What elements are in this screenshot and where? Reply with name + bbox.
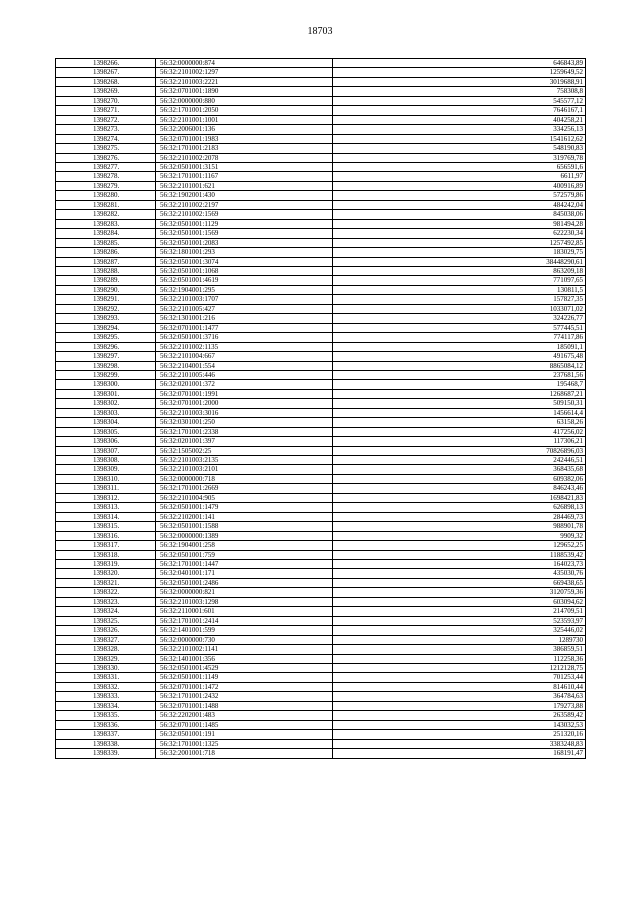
value-cell: 622230,34 (333, 229, 586, 238)
value-cell: 609382,06 (333, 474, 586, 483)
table-row (56, 370, 586, 379)
cadastral-number-cell: 56:32:0201001:372 (156, 380, 333, 389)
row-number-cell: 1398339. (56, 749, 156, 758)
value-cell: 701253,44 (333, 673, 586, 682)
table-row (56, 749, 586, 758)
row-number-cell: 1398327. (56, 635, 156, 644)
cadastral-number-cell: 56:32:0000000:1389 (156, 531, 333, 540)
row-number-cell: 1398293. (56, 314, 156, 323)
cadastral-number-cell: 56:32:1505002:25 (156, 446, 333, 455)
cadastral-number-cell: 56:32:2101001:1001 (156, 115, 333, 124)
row-number-cell: 1398304. (56, 418, 156, 427)
row-number-cell: 1398296. (56, 342, 156, 351)
cadastral-number-cell: 56:32:1801001:293 (156, 248, 333, 257)
table-row (56, 673, 586, 682)
row-number-cell: 1398309. (56, 465, 156, 474)
cadastral-number-cell: 56:32:0501001:4529 (156, 664, 333, 673)
row-number-cell: 1398268. (56, 77, 156, 86)
value-cell: 70826896,03 (333, 446, 586, 455)
cadastral-number-cell: 56:32:1701001:2050 (156, 106, 333, 115)
row-number-cell: 1398275. (56, 144, 156, 153)
row-number-cell: 1398322. (56, 588, 156, 597)
row-number-cell: 1398280. (56, 191, 156, 200)
value-cell: 325446,02 (333, 626, 586, 635)
value-cell: 603094,62 (333, 597, 586, 606)
row-number-cell: 1398328. (56, 645, 156, 654)
row-number-cell: 1398334. (56, 701, 156, 710)
cadastral-number-cell: 56:32:1701001:2183 (156, 144, 333, 153)
table-row (56, 125, 586, 134)
table-row (56, 512, 586, 521)
value-cell: 9909,32 (333, 531, 586, 540)
cadastral-number-cell: 56:32:2101002:1297 (156, 68, 333, 77)
row-number-cell: 1398301. (56, 389, 156, 398)
row-number-cell: 1398331. (56, 673, 156, 682)
cadastral-number-cell: 56:32:2001001:718 (156, 749, 333, 758)
row-number-cell: 1398318. (56, 550, 156, 559)
cadastral-number-cell: 56:32:0501001:3074 (156, 257, 333, 266)
cadastral-number-cell: 56:32:0301001:250 (156, 418, 333, 427)
row-number-cell: 1398292. (56, 304, 156, 313)
table-row (56, 314, 586, 323)
value-cell: 1033071,02 (333, 304, 586, 313)
value-cell: 523593,97 (333, 616, 586, 625)
cadastral-number-cell: 56:32:0701001:1472 (156, 682, 333, 691)
table-row (56, 654, 586, 663)
row-number-cell: 1398306. (56, 437, 156, 446)
value-cell: 577445,51 (333, 323, 586, 332)
table-row (56, 266, 586, 275)
table-row (56, 550, 586, 559)
registry-table (55, 58, 586, 759)
value-cell: 6611,97 (333, 172, 586, 181)
row-number-cell: 1398266. (56, 59, 156, 68)
value-cell: 1188539,42 (333, 550, 586, 559)
table-row (56, 560, 586, 569)
value-cell: 179273,88 (333, 701, 586, 710)
table-row (56, 701, 586, 710)
row-number-cell: 1398278. (56, 172, 156, 181)
value-cell: 758308,8 (333, 87, 586, 96)
table-row (56, 720, 586, 729)
value-cell: 1257492,85 (333, 238, 586, 247)
table-row (56, 484, 586, 493)
value-cell: 491675,48 (333, 352, 586, 361)
cadastral-number-cell: 56:32:2101004:667 (156, 352, 333, 361)
cadastral-number-cell: 56:32:2101005:427 (156, 304, 333, 313)
table-row (56, 276, 586, 285)
row-number-cell: 1398272. (56, 115, 156, 124)
row-number-cell: 1398276. (56, 153, 156, 162)
table-row (56, 134, 586, 143)
cadastral-number-cell: 56:32:1701001:2432 (156, 692, 333, 701)
cadastral-number-cell: 56:32:0501001:191 (156, 730, 333, 739)
row-number-cell: 1398336. (56, 720, 156, 729)
table-row (56, 626, 586, 635)
row-number-cell: 1398325. (56, 616, 156, 625)
table-row (56, 77, 586, 86)
table-row (56, 210, 586, 219)
cadastral-number-cell: 56:32:0501001:3716 (156, 333, 333, 342)
row-number-cell: 1398297. (56, 352, 156, 361)
value-cell: 242446,51 (333, 456, 586, 465)
row-number-cell: 1398329. (56, 654, 156, 663)
table-row (56, 172, 586, 181)
table-row (56, 304, 586, 313)
cadastral-number-cell: 56:32:0000000:874 (156, 59, 333, 68)
value-cell: 334256,13 (333, 125, 586, 134)
table-row (56, 200, 586, 209)
cadastral-number-cell: 56:32:0501001:1479 (156, 503, 333, 512)
row-number-cell: 1398281. (56, 200, 156, 209)
row-number-cell: 1398314. (56, 512, 156, 521)
row-number-cell: 1398303. (56, 408, 156, 417)
cadastral-number-cell: 56:32:2110001:601 (156, 607, 333, 616)
row-number-cell: 1398302. (56, 399, 156, 408)
table-row (56, 399, 586, 408)
value-cell: 284469,73 (333, 512, 586, 521)
row-number-cell: 1398311. (56, 484, 156, 493)
value-cell: 130811,5 (333, 285, 586, 294)
value-cell: 669438,65 (333, 578, 586, 587)
cadastral-number-cell: 56:32:0501001:2486 (156, 578, 333, 587)
value-cell: 263589,42 (333, 711, 586, 720)
value-cell: 1259649,52 (333, 68, 586, 77)
cadastral-number-cell: 56:32:0701001:1488 (156, 701, 333, 710)
cadastral-number-cell: 56:32:1701001:1325 (156, 739, 333, 748)
row-number-cell: 1398274. (56, 134, 156, 143)
cadastral-number-cell: 56:32:0701001:1890 (156, 87, 333, 96)
table-row (56, 446, 586, 455)
value-cell: 400916,89 (333, 181, 586, 190)
cadastral-number-cell: 56:32:2101002:1141 (156, 645, 333, 654)
cadastral-number-cell: 56:32:1902001:430 (156, 191, 333, 200)
row-number-cell: 1398313. (56, 503, 156, 512)
cadastral-number-cell: 56:32:2101003:1298 (156, 597, 333, 606)
table-row (56, 569, 586, 578)
row-number-cell: 1398330. (56, 664, 156, 673)
table-row (56, 493, 586, 502)
table-row (56, 635, 586, 644)
table-row (56, 408, 586, 417)
cadastral-number-cell: 56:32:2101002:2197 (156, 200, 333, 209)
table-row (56, 248, 586, 257)
cadastral-number-cell: 56:32:1701001:2414 (156, 616, 333, 625)
value-cell: 195468,7 (333, 380, 586, 389)
value-cell: 168191,47 (333, 749, 586, 758)
row-number-cell: 1398294. (56, 323, 156, 332)
row-number-cell: 1398337. (56, 730, 156, 739)
table-row (56, 238, 586, 247)
row-number-cell: 1398338. (56, 739, 156, 748)
value-cell: 319769,78 (333, 153, 586, 162)
cadastral-number-cell: 56:32:1301001:216 (156, 314, 333, 323)
table-row (56, 219, 586, 228)
row-number-cell: 1398323. (56, 597, 156, 606)
row-number-cell: 1398286. (56, 248, 156, 257)
table-row (56, 522, 586, 531)
row-number-cell: 1398315. (56, 522, 156, 531)
cadastral-number-cell: 56:32:0501001:3151 (156, 162, 333, 171)
value-cell: 251320,16 (333, 730, 586, 739)
row-number-cell: 1398332. (56, 682, 156, 691)
cadastral-number-cell: 56:32:0501001:4619 (156, 276, 333, 285)
row-number-cell: 1398277. (56, 162, 156, 171)
table-row (56, 59, 586, 68)
table-row (56, 474, 586, 483)
cadastral-number-cell: 56:32:2006001:136 (156, 125, 333, 134)
cadastral-number-cell: 56:32:0701001:2000 (156, 399, 333, 408)
row-number-cell: 1398299. (56, 370, 156, 379)
value-cell: 112258,36 (333, 654, 586, 663)
row-number-cell: 1398291. (56, 295, 156, 304)
value-cell: 626898,13 (333, 503, 586, 512)
table-row (56, 664, 586, 673)
cadastral-number-cell: 56:32:2101003:2101 (156, 465, 333, 474)
table-row (56, 645, 586, 654)
table-row (56, 144, 586, 153)
table-row (56, 437, 586, 446)
row-number-cell: 1398271. (56, 106, 156, 115)
row-number-cell: 1398300. (56, 380, 156, 389)
cadastral-number-cell: 56:32:0701001:1477 (156, 323, 333, 332)
row-number-cell: 1398273. (56, 125, 156, 134)
table-row (56, 607, 586, 616)
row-number-cell: 1398307. (56, 446, 156, 455)
cadastral-number-cell: 56:32:2202001:483 (156, 711, 333, 720)
row-number-cell: 1398326. (56, 626, 156, 635)
cadastral-number-cell: 56:32:0201001:397 (156, 437, 333, 446)
cadastral-number-cell: 56:32:2101003:2221 (156, 77, 333, 86)
cadastral-number-cell: 56:32:0501001:759 (156, 550, 333, 559)
table-row (56, 106, 586, 115)
row-number-cell: 1398267. (56, 68, 156, 77)
table-row (56, 682, 586, 691)
value-cell: 404258,21 (333, 115, 586, 124)
value-cell: 863209,18 (333, 266, 586, 275)
row-number-cell: 1398312. (56, 493, 156, 502)
value-cell: 237681,56 (333, 370, 586, 379)
table-row (56, 295, 586, 304)
value-cell: 1541612,62 (333, 134, 586, 143)
value-cell: 646843,89 (333, 59, 586, 68)
cadastral-number-cell: 56:32:0501001:1129 (156, 219, 333, 228)
row-number-cell: 1398316. (56, 531, 156, 540)
cadastral-number-cell: 56:32:2102001:141 (156, 512, 333, 521)
page-number: 18703 (307, 26, 333, 37)
table-row (56, 342, 586, 351)
table-row (56, 162, 586, 171)
table-row (56, 153, 586, 162)
table-row (56, 588, 586, 597)
value-cell: 1456614,4 (333, 408, 586, 417)
row-number-cell: 1398308. (56, 456, 156, 465)
value-cell: 143032,53 (333, 720, 586, 729)
value-cell: 656591,6 (333, 162, 586, 171)
table-row (56, 597, 586, 606)
value-cell: 164023,73 (333, 560, 586, 569)
value-cell: 386859,51 (333, 645, 586, 654)
cadastral-number-cell: 56:32:1904001:295 (156, 285, 333, 294)
table-row (56, 257, 586, 266)
cadastral-number-cell: 56:32:2101005:446 (156, 370, 333, 379)
table-row (56, 361, 586, 370)
cadastral-number-cell: 56:32:2101002:1569 (156, 210, 333, 219)
table-row (56, 181, 586, 190)
row-number-cell: 1398295. (56, 333, 156, 342)
cadastral-number-cell: 56:32:0501001:2083 (156, 238, 333, 247)
cadastral-number-cell: 56:32:0701001:1485 (156, 720, 333, 729)
table-row (56, 739, 586, 748)
row-number-cell: 1398333. (56, 692, 156, 701)
cadastral-number-cell: 56:32:0501001:1569 (156, 229, 333, 238)
table-row (56, 115, 586, 124)
table-row (56, 730, 586, 739)
row-number-cell: 1398290. (56, 285, 156, 294)
value-cell: 435030,76 (333, 569, 586, 578)
cadastral-number-cell: 56:32:0000000:880 (156, 96, 333, 105)
row-number-cell: 1398335. (56, 711, 156, 720)
value-cell: 1268687,21 (333, 389, 586, 398)
row-number-cell: 1398284. (56, 229, 156, 238)
value-cell: 774117,86 (333, 333, 586, 342)
cadastral-number-cell: 56:32:1904001:258 (156, 541, 333, 550)
row-number-cell: 1398310. (56, 474, 156, 483)
table-row (56, 503, 586, 512)
cadastral-number-cell: 56:32:0701001:1983 (156, 134, 333, 143)
table-row (56, 68, 586, 77)
table-row (56, 578, 586, 587)
row-number-cell: 1398270. (56, 96, 156, 105)
value-cell: 8865084,12 (333, 361, 586, 370)
row-number-cell: 1398305. (56, 427, 156, 436)
value-cell: 988901,78 (333, 522, 586, 531)
value-cell: 183029,75 (333, 248, 586, 257)
row-number-cell: 1398269. (56, 87, 156, 96)
cadastral-number-cell: 56:32:0000000:730 (156, 635, 333, 644)
value-cell: 981494,28 (333, 219, 586, 228)
cadastral-number-cell: 56:32:1401001:599 (156, 626, 333, 635)
cadastral-number-cell: 56:32:0701001:1991 (156, 389, 333, 398)
value-cell: 845038,06 (333, 210, 586, 219)
value-cell: 214709,51 (333, 607, 586, 616)
value-cell: 38448290,61 (333, 257, 586, 266)
registry-table-body (56, 59, 586, 759)
table-row (56, 389, 586, 398)
table-row (56, 465, 586, 474)
value-cell: 814610,44 (333, 682, 586, 691)
cadastral-number-cell: 56:32:2101003:2135 (156, 456, 333, 465)
table-row (56, 380, 586, 389)
value-cell: 63158,26 (333, 418, 586, 427)
cadastral-number-cell: 56:32:1701001:1167 (156, 172, 333, 181)
row-number-cell: 1398317. (56, 541, 156, 550)
cadastral-number-cell: 56:32:0501001:1588 (156, 522, 333, 531)
value-cell: 1212128,75 (333, 664, 586, 673)
table-row (56, 285, 586, 294)
value-cell: 7646167,1 (333, 106, 586, 115)
value-cell: 129652,25 (333, 541, 586, 550)
row-number-cell: 1398321. (56, 578, 156, 587)
cadastral-number-cell: 56:32:0501001:1149 (156, 673, 333, 682)
cadastral-number-cell: 56:32:0401001:171 (156, 569, 333, 578)
table-row (56, 87, 586, 96)
table-row (56, 229, 586, 238)
value-cell: 509150,31 (333, 399, 586, 408)
table-row (56, 541, 586, 550)
row-number-cell: 1398320. (56, 569, 156, 578)
value-cell: 1289730 (333, 635, 586, 644)
value-cell: 548190,83 (333, 144, 586, 153)
table-row (56, 96, 586, 105)
cadastral-number-cell: 56:32:1701001:2338 (156, 427, 333, 436)
cadastral-number-cell: 56:32:2104001:554 (156, 361, 333, 370)
value-cell: 484242,04 (333, 200, 586, 209)
value-cell: 846243,46 (333, 484, 586, 493)
value-cell: 117306,21 (333, 437, 586, 446)
cadastral-number-cell: 56:32:2101002:1135 (156, 342, 333, 351)
table-row (56, 418, 586, 427)
cadastral-number-cell: 56:32:1701001:2669 (156, 484, 333, 493)
value-cell: 324226,77 (333, 314, 586, 323)
row-number-cell: 1398285. (56, 238, 156, 247)
row-number-cell: 1398287. (56, 257, 156, 266)
cadastral-number-cell: 56:32:1701001:1447 (156, 560, 333, 569)
value-cell: 3383248,83 (333, 739, 586, 748)
table-row (56, 692, 586, 701)
value-cell: 572579,86 (333, 191, 586, 200)
row-number-cell: 1398288. (56, 266, 156, 275)
table-row (56, 711, 586, 720)
cadastral-number-cell: 56:32:2101001:621 (156, 181, 333, 190)
cadastral-number-cell: 56:32:2101004:905 (156, 493, 333, 502)
table-row (56, 531, 586, 540)
row-number-cell: 1398289. (56, 276, 156, 285)
value-cell: 157827,35 (333, 295, 586, 304)
value-cell: 545577,12 (333, 96, 586, 105)
value-cell: 1698421,83 (333, 493, 586, 502)
table-row (56, 191, 586, 200)
table-row (56, 456, 586, 465)
row-number-cell: 1398283. (56, 219, 156, 228)
table-row (56, 333, 586, 342)
cadastral-number-cell: 56:32:0501001:1068 (156, 266, 333, 275)
value-cell: 3120759,36 (333, 588, 586, 597)
row-number-cell: 1398319. (56, 560, 156, 569)
table-row (56, 352, 586, 361)
value-cell: 771097,65 (333, 276, 586, 285)
value-cell: 364784,63 (333, 692, 586, 701)
value-cell: 417256,02 (333, 427, 586, 436)
table-row (56, 427, 586, 436)
cadastral-number-cell: 56:32:2101003:1707 (156, 295, 333, 304)
row-number-cell: 1398282. (56, 210, 156, 219)
cadastral-number-cell: 56:32:2101002:2078 (156, 153, 333, 162)
table-row (56, 616, 586, 625)
cadastral-number-cell: 56:32:0000000:821 (156, 588, 333, 597)
table-row (56, 323, 586, 332)
cadastral-number-cell: 56:32:1401001:356 (156, 654, 333, 663)
cadastral-number-cell: 56:32:2101003:3016 (156, 408, 333, 417)
value-cell: 3019688,91 (333, 77, 586, 86)
row-number-cell: 1398279. (56, 181, 156, 190)
row-number-cell: 1398298. (56, 361, 156, 370)
row-number-cell: 1398324. (56, 607, 156, 616)
cadastral-number-cell: 56:32:0000000:718 (156, 474, 333, 483)
value-cell: 185091,1 (333, 342, 586, 351)
value-cell: 368435,68 (333, 465, 586, 474)
